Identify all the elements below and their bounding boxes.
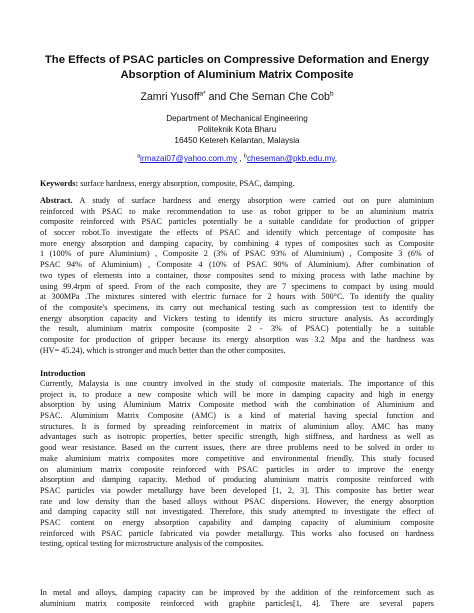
body-line: PSAC. Aluminium Matrix Composite (AMC) is a kind of material having special function and (40, 411, 434, 421)
paper-title (40, 53, 434, 82)
body-line: on aluminium matrix composite reinforced with PSAC particles in order to improve the energy (40, 464, 434, 474)
abstract-line: (HV= 45.24), which is stronger and much better than the other composites. (40, 345, 286, 355)
author-name: Zamri Yusoff (140, 91, 200, 103)
affiliation-line: Politeknik Kota Bharu (197, 125, 277, 135)
email-mark: b (243, 153, 247, 160)
body-line: make aluminium matrix composites more competitive and environmental friendly. This study focused (40, 453, 434, 463)
body-line: project is, to produce a new composite which will be more in damping capacity and high in energy (40, 389, 434, 399)
title-line: Absorption of Aluminium Matrix Composite (120, 68, 354, 81)
affiliation-line: Department of Mechanical Engineering (166, 114, 308, 123)
paragraph-body (40, 588, 434, 609)
abstract-line: the result, aluminium matrix composite (composite 2 - 3% of PSAC) potentially be a suitable (40, 324, 434, 334)
body-line: In metal and alloys, damping capacity can be improved by the addition of the reinforcement such as (40, 588, 434, 597)
body-line: PSAC content on energy absorption capability and damping capacity of aluminium composite (40, 517, 434, 527)
abstract-line: Abstract. A study of surface hardness and energy absorption were carried out on pure aluminium (40, 196, 434, 205)
abstract (40, 196, 434, 356)
body-line: absorption by using Aluminium Matrix Composite method with the combination of Aluminium and (40, 400, 434, 410)
email-end: , (334, 154, 338, 163)
body-line: structures. It is formed by spreading reinforcement in matrix of aluminium alloy. AMC has many (40, 421, 434, 431)
body-line: and damping capacity still not investigated. Therefore, this study attempted to investigate the effect of (40, 507, 434, 517)
abstract-line: of soccer robot.To investigate the effects of PSAC and identify which percentage of composite has (40, 228, 434, 238)
author-connector: and (205, 91, 230, 103)
body-line: good wear resistance. Based on the current issues, there are three problems need to be solved in order to (40, 443, 434, 453)
abstract-line: two types of elements into a container, those composites send to mixing process with lathe machine by (40, 270, 434, 280)
abstract-line: energy absorption capacity and Vickers testing to identify its micro structure analysis. As accordingly (40, 313, 434, 323)
introduction-body (40, 379, 434, 550)
abstract-line: reinforced with PSAC to make recommendation to use as robot gripper to be an aluminium matrix (40, 206, 434, 216)
abstract-label: Abstract. (40, 196, 73, 205)
email-mark: a (136, 153, 141, 160)
author-affiliation-mark: a* (199, 90, 206, 98)
affiliation (40, 113, 434, 147)
body-line: reinforced with PSAC particle fabricated via powder metallurgy. This works also focused on hardness (40, 528, 434, 538)
author-emails (40, 153, 434, 164)
affiliation-line: 16450 Ketereh Kelantan, Malaysia (174, 136, 300, 146)
keywords (40, 178, 434, 189)
abstract-line: using 99.4rpm of speed. From of the each composite, they are 7 specimens to compact by using mould (40, 281, 434, 291)
abstract-line: PSAC 94% of Aluminium) , Composite 4 (10% of PSAC 90% of Aluminium). After combination of (40, 260, 434, 270)
section-heading-introduction: Introduction (40, 369, 86, 378)
body-line: absorption and damping capacity. Method of producing aluminium matrix composite reinforced with (40, 475, 434, 485)
email-link[interactable]: irmazai07@yahoo.com.my (140, 154, 238, 163)
abstract-line: at 300MPa .The mixtures sintered with electric furnace for 2 hours with 500°C. To identify the quality (40, 292, 434, 302)
body-line: advantages such as isotropic properties, better specific strength, high stiffness, and hardness as well as (40, 432, 434, 442)
body-line: PSAC particles via powder metallurgy have been developed [1, 2, 3]. This composite has better wear (40, 485, 434, 495)
title-line: The Effects of PSAC particles on Compressive Deformation and Energy (44, 54, 430, 66)
body-line: testing, optical testing for microstructure analysis of the composites. (40, 539, 264, 549)
author-list (40, 91, 434, 104)
body-line: rate and low density than the based alloys without PSAC dispersions. However, the energy absorption (40, 496, 434, 506)
abstract-line: 1 (100% of pure Aluminium) , Composite 2 (3% of PSAC 93% of Aluminium) , Composite 3 (6% of (40, 249, 434, 259)
email-link[interactable]: cheseman@pkb.edu.my (246, 154, 335, 163)
author-name: Che Seman Che Cob (229, 91, 330, 103)
body-line: Currently, Malaysia is one country involved in the study of composite materials. The importance of this (40, 379, 434, 388)
author-affiliation-mark: b (329, 90, 334, 98)
keywords-text: surface hardness, energy absorption, composite, PSAC, damping. (78, 179, 295, 188)
abstract-line: composite reinforced with PSAC particles potentially be a suitable candidate for production of gripper (40, 217, 434, 227)
abstract-line: composite for production of gripper because its energy absorption was 3.2 Mpa and the hardness was (40, 334, 434, 344)
email-separator: , (237, 154, 244, 163)
body-line: aluminium matrix composite reinforced with graphite particles[1, 4]. There are several papers (40, 598, 434, 608)
abstract-line: more energy absorption and damping capacity, by combining 4 types of composites such as Composite (40, 238, 434, 248)
keywords-label: Keywords: (40, 179, 79, 188)
abstract-line: of the composite's specimens, its carry out mechanical testing such as compression test to identify the (40, 302, 434, 312)
